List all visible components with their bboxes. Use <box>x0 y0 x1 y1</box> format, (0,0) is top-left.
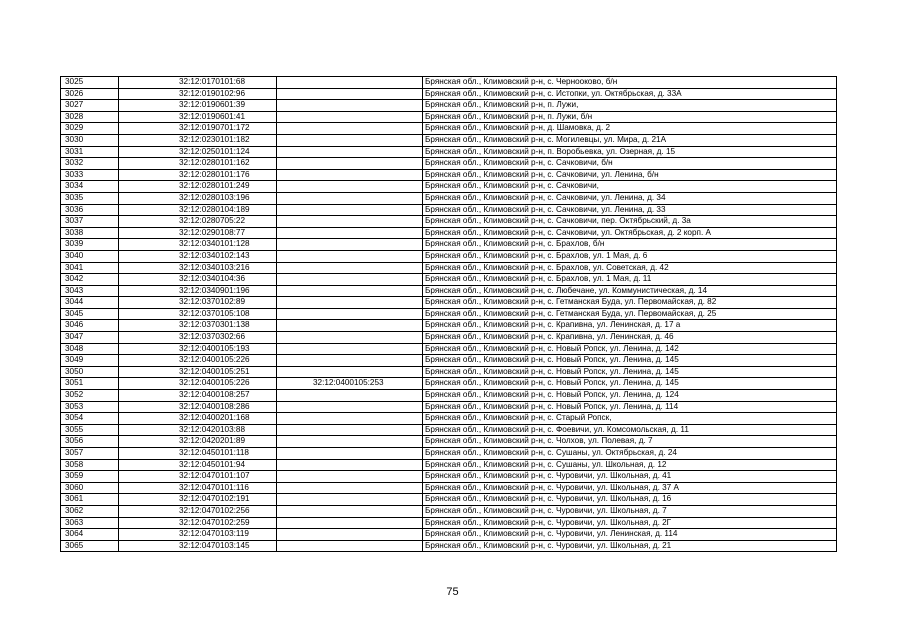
table-row <box>61 297 837 309</box>
address-cell: Брянская обл., Климовский р-н, с. Сачковичи, ул. Ленина, б/н <box>423 169 837 181</box>
row-number-cell: 3036 <box>61 204 119 216</box>
linked-cadastral-number-cell <box>277 146 423 158</box>
address-cell: Брянская обл., Климовский р-н, с. Сачковичи, пер. Октябрьский, д. 3а <box>423 216 837 228</box>
address-cell: Брянская обл., Климовский р-н, с. Новый Ропск, ул. Ленина, д. 145 <box>423 355 837 367</box>
address-cell: Брянская обл., Климовский р-н, с. Сачковичи, <box>423 181 837 193</box>
linked-cadastral-number-cell <box>277 262 423 274</box>
row-number-cell: 3031 <box>61 146 119 158</box>
linked-cadastral-number-cell <box>277 540 423 552</box>
table-row <box>61 436 837 448</box>
row-number-cell: 3042 <box>61 274 119 286</box>
cadastral-number-cell: 32:12:0470102:191 <box>119 494 277 506</box>
table-row <box>61 239 837 251</box>
table-row <box>61 88 837 100</box>
row-number-cell: 3061 <box>61 494 119 506</box>
row-number-cell: 3055 <box>61 424 119 436</box>
linked-cadastral-number-cell: 32:12:0400105:253 <box>277 378 423 390</box>
table-row <box>61 355 837 367</box>
cadastral-number-cell: 32:12:0450101:94 <box>119 459 277 471</box>
cadastral-number-cell: 32:12:0400105:226 <box>119 355 277 367</box>
cadastral-number-cell: 32:12:0470101:116 <box>119 482 277 494</box>
row-number-cell: 3052 <box>61 390 119 402</box>
row-number-cell: 3034 <box>61 181 119 193</box>
cadastral-number-cell: 32:12:0420201:89 <box>119 436 277 448</box>
row-number-cell: 3029 <box>61 123 119 135</box>
linked-cadastral-number-cell <box>277 77 423 89</box>
address-cell: Брянская обл., Климовский р-н, с. Сачковичи, б/н <box>423 158 837 170</box>
cadastral-number-cell: 32:12:0370302:66 <box>119 332 277 344</box>
property-table <box>60 76 837 552</box>
cadastral-number-cell: 32:12:0340103:216 <box>119 262 277 274</box>
table-row <box>61 390 837 402</box>
address-cell: Брянская обл., Климовский р-н, с. Новый Ропск, ул. Ленина, д. 124 <box>423 390 837 402</box>
page-number: 75 <box>446 586 459 598</box>
cadastral-number-cell: 32:12:0170101:68 <box>119 77 277 89</box>
row-number-cell: 3037 <box>61 216 119 228</box>
row-number-cell: 3025 <box>61 77 119 89</box>
cadastral-number-cell: 32:12:0400105:251 <box>119 366 277 378</box>
cadastral-number-cell: 32:12:0190601:41 <box>119 111 277 123</box>
row-number-cell: 3058 <box>61 459 119 471</box>
linked-cadastral-number-cell <box>277 448 423 460</box>
linked-cadastral-number-cell <box>277 482 423 494</box>
row-number-cell: 3050 <box>61 366 119 378</box>
table-row <box>61 320 837 332</box>
table-row <box>61 378 837 390</box>
address-cell: Брянская обл., Климовский р-н, с. Чуровичи, ул. Школьная, д. 7 <box>423 505 837 517</box>
table-row <box>61 181 837 193</box>
table-row <box>61 158 837 170</box>
table-row <box>61 517 837 529</box>
linked-cadastral-number-cell <box>277 366 423 378</box>
cadastral-number-cell: 32:12:0400201:168 <box>119 413 277 425</box>
table-row <box>61 505 837 517</box>
address-cell: Брянская обл., Климовский р-н, с. Брахлов, ул. 1 Мая, д. 6 <box>423 250 837 262</box>
cadastral-number-cell: 32:12:0470102:259 <box>119 517 277 529</box>
address-cell: Брянская обл., Климовский р-н, с. Чуровичи, ул. Школьная, д. 2Г <box>423 517 837 529</box>
linked-cadastral-number-cell <box>277 297 423 309</box>
linked-cadastral-number-cell <box>277 471 423 483</box>
cadastral-number-cell: 32:12:0400108:257 <box>119 390 277 402</box>
table-row <box>61 332 837 344</box>
row-number-cell: 3044 <box>61 297 119 309</box>
table-row <box>61 123 837 135</box>
linked-cadastral-number-cell <box>277 424 423 436</box>
table-row <box>61 274 837 286</box>
cadastral-number-cell: 32:12:0340901:196 <box>119 285 277 297</box>
row-number-cell: 3053 <box>61 401 119 413</box>
row-number-cell: 3026 <box>61 88 119 100</box>
cadastral-number-cell: 32:12:0470102:256 <box>119 505 277 517</box>
address-cell: Брянская обл., Климовский р-н, с. Сачковичи, ул. Октябрьская, д. 2 корп. А <box>423 227 837 239</box>
cadastral-number-cell: 32:12:0280101:249 <box>119 181 277 193</box>
table-row <box>61 424 837 436</box>
address-cell: Брянская обл., Климовский р-н, с. Любечане, ул. Коммунистическая, д. 14 <box>423 285 837 297</box>
address-cell: Брянская обл., Климовский р-н, с. Новый Ропск, ул. Ленина, д. 114 <box>423 401 837 413</box>
row-number-cell: 3047 <box>61 332 119 344</box>
linked-cadastral-number-cell <box>277 274 423 286</box>
address-cell: Брянская обл., Климовский р-н, с. Крапивна, ул. Ленинская, д. 17 а <box>423 320 837 332</box>
address-cell: Брянская обл., Климовский р-н, с. Чуровичи, ул. Школьная, д. 37 А <box>423 482 837 494</box>
row-number-cell: 3057 <box>61 448 119 460</box>
table-row <box>61 100 837 112</box>
cadastral-number-cell: 32:12:0290108:77 <box>119 227 277 239</box>
cadastral-number-cell: 32:12:0250101:124 <box>119 146 277 158</box>
table-row <box>61 250 837 262</box>
linked-cadastral-number-cell <box>277 250 423 262</box>
cadastral-number-cell: 32:12:0370105:108 <box>119 308 277 320</box>
address-cell: Брянская обл., Климовский р-н, с. Чуровичи, ул. Ленинская, д. 114 <box>423 529 837 541</box>
linked-cadastral-number-cell <box>277 517 423 529</box>
linked-cadastral-number-cell <box>277 413 423 425</box>
linked-cadastral-number-cell <box>277 285 423 297</box>
cadastral-number-cell: 32:12:0470101:107 <box>119 471 277 483</box>
address-cell: Брянская обл., Климовский р-н, с. Гетманская Буда, ул. Первомайская, д. 82 <box>423 297 837 309</box>
cadastral-number-cell: 32:12:0420103:88 <box>119 424 277 436</box>
row-number-cell: 3054 <box>61 413 119 425</box>
linked-cadastral-number-cell <box>277 181 423 193</box>
row-number-cell: 3065 <box>61 540 119 552</box>
cadastral-number-cell: 32:12:0450101:118 <box>119 448 277 460</box>
cadastral-number-cell: 32:12:0400108:286 <box>119 401 277 413</box>
linked-cadastral-number-cell <box>277 459 423 471</box>
linked-cadastral-number-cell <box>277 308 423 320</box>
address-cell: Брянская обл., Климовский р-н, с. Чуровичи, ул. Школьная, д. 21 <box>423 540 837 552</box>
table-row <box>61 343 837 355</box>
address-cell: Брянская обл., Климовский р-н, с. Новый Ропск, ул. Ленина, д. 142 <box>423 343 837 355</box>
linked-cadastral-number-cell <box>277 390 423 402</box>
address-cell: Брянская обл., Климовский р-н, с. Чуровичи, ул. Школьная, д. 16 <box>423 494 837 506</box>
linked-cadastral-number-cell <box>277 529 423 541</box>
linked-cadastral-number-cell <box>277 204 423 216</box>
cadastral-number-cell: 32:12:0400105:193 <box>119 343 277 355</box>
row-number-cell: 3045 <box>61 308 119 320</box>
row-number-cell: 3040 <box>61 250 119 262</box>
cadastral-number-cell: 32:12:0370102:89 <box>119 297 277 309</box>
row-number-cell: 3056 <box>61 436 119 448</box>
cadastral-number-cell: 32:12:0190701:172 <box>119 123 277 135</box>
table-row <box>61 540 837 552</box>
table-row <box>61 413 837 425</box>
address-cell: Брянская обл., Климовский р-н, п. Лужи, б/н <box>423 111 837 123</box>
table-row <box>61 262 837 274</box>
row-number-cell: 3033 <box>61 169 119 181</box>
address-cell: Брянская обл., Климовский р-н, с. Брахлов, б/н <box>423 239 837 251</box>
cadastral-number-cell: 32:12:0370301:138 <box>119 320 277 332</box>
address-cell: Брянская обл., Климовский р-н, п. Воробьевка, ул. Озерная, д. 15 <box>423 146 837 158</box>
row-number-cell: 3059 <box>61 471 119 483</box>
linked-cadastral-number-cell <box>277 320 423 332</box>
cadastral-number-cell: 32:12:0340101:128 <box>119 239 277 251</box>
table-row <box>61 111 837 123</box>
table-row <box>61 529 837 541</box>
table-row <box>61 204 837 216</box>
address-cell: Брянская обл., Климовский р-н, с. Гетманская Буда, ул. Первомайская, д. 25 <box>423 308 837 320</box>
table-row <box>61 285 837 297</box>
linked-cadastral-number-cell <box>277 134 423 146</box>
row-number-cell: 3048 <box>61 343 119 355</box>
table-row <box>61 401 837 413</box>
address-cell: Брянская обл., Климовский р-н, с. Новый Ропск, ул. Ленина, д. 145 <box>423 378 837 390</box>
row-number-cell: 3063 <box>61 517 119 529</box>
cadastral-number-cell: 32:12:0280705:22 <box>119 216 277 228</box>
table-row <box>61 169 837 181</box>
address-cell: Брянская обл., Климовский р-н, с. Брахлов, ул. 1 Мая, д. 11 <box>423 274 837 286</box>
cadastral-number-cell: 32:12:0280103:196 <box>119 192 277 204</box>
linked-cadastral-number-cell <box>277 494 423 506</box>
address-cell: Брянская обл., Климовский р-н, с. Черноокoво, б/н <box>423 77 837 89</box>
table-row <box>61 146 837 158</box>
row-number-cell: 3064 <box>61 529 119 541</box>
cadastral-number-cell: 32:12:0470103:119 <box>119 529 277 541</box>
address-cell: Брянская обл., Климовский р-н, с. Брахлов, ул. Советская, д. 42 <box>423 262 837 274</box>
linked-cadastral-number-cell <box>277 239 423 251</box>
address-cell: Брянская обл., Климовский р-н, п. Лужи, <box>423 100 837 112</box>
address-cell: Брянская обл., Климовский р-н, с. Сачковичи, ул. Ленина, д. 33 <box>423 204 837 216</box>
linked-cadastral-number-cell <box>277 169 423 181</box>
cadastral-number-cell: 32:12:0400105:226 <box>119 378 277 390</box>
row-number-cell: 3035 <box>61 192 119 204</box>
cadastral-number-cell: 32:12:0280104:189 <box>119 204 277 216</box>
address-cell: Брянская обл., Климовский р-н, д. Шамовка, д. 2 <box>423 123 837 135</box>
linked-cadastral-number-cell <box>277 401 423 413</box>
address-cell: Брянская обл., Климовский р-н, с. Сушаны, ул. Октябрьская, д. 24 <box>423 448 837 460</box>
linked-cadastral-number-cell <box>277 332 423 344</box>
row-number-cell: 3027 <box>61 100 119 112</box>
row-number-cell: 3028 <box>61 111 119 123</box>
row-number-cell: 3032 <box>61 158 119 170</box>
property-table-body <box>61 77 837 552</box>
cadastral-number-cell: 32:12:0190102:96 <box>119 88 277 100</box>
row-number-cell: 3060 <box>61 482 119 494</box>
table-row <box>61 134 837 146</box>
row-number-cell: 3062 <box>61 505 119 517</box>
address-cell: Брянская обл., Климовский р-н, с. Сушаны, ул. Школьная, д. 12 <box>423 459 837 471</box>
address-cell: Брянская обл., Климовский р-н, с. Чуровичи, ул. Школьная, д. 41 <box>423 471 837 483</box>
row-number-cell: 3030 <box>61 134 119 146</box>
linked-cadastral-number-cell <box>277 100 423 112</box>
linked-cadastral-number-cell <box>277 505 423 517</box>
linked-cadastral-number-cell <box>277 123 423 135</box>
linked-cadastral-number-cell <box>277 436 423 448</box>
cadastral-number-cell: 32:12:0470103:145 <box>119 540 277 552</box>
linked-cadastral-number-cell <box>277 343 423 355</box>
address-cell: Брянская обл., Климовский р-н, с. Крапивна, ул. Ленинская, д. 46 <box>423 332 837 344</box>
table-row <box>61 227 837 239</box>
cadastral-number-cell: 32:12:0190601:39 <box>119 100 277 112</box>
cadastral-number-cell: 32:12:0280101:162 <box>119 158 277 170</box>
linked-cadastral-number-cell <box>277 192 423 204</box>
address-cell: Брянская обл., Климовский р-н, с. Могилевцы, ул. Мира, д. 21А <box>423 134 837 146</box>
linked-cadastral-number-cell <box>277 158 423 170</box>
address-cell: Брянская обл., Климовский р-н, с. Сачковичи, ул. Ленина, д. 34 <box>423 192 837 204</box>
linked-cadastral-number-cell <box>277 88 423 100</box>
linked-cadastral-number-cell <box>277 355 423 367</box>
row-number-cell: 3049 <box>61 355 119 367</box>
cadastral-number-cell: 32:12:0280101:176 <box>119 169 277 181</box>
linked-cadastral-number-cell <box>277 111 423 123</box>
table-row <box>61 494 837 506</box>
address-cell: Брянская обл., Климовский р-н, с. Новый Ропск, ул. Ленина, д. 145 <box>423 366 837 378</box>
table-row <box>61 366 837 378</box>
table-row <box>61 216 837 228</box>
row-number-cell: 3039 <box>61 239 119 251</box>
row-number-cell: 3043 <box>61 285 119 297</box>
linked-cadastral-number-cell <box>277 216 423 228</box>
address-cell: Брянская обл., Климовский р-н, с. Истопки, ул. Октябрьская, д. 33А <box>423 88 837 100</box>
table-row <box>61 459 837 471</box>
linked-cadastral-number-cell <box>277 227 423 239</box>
table-row <box>61 471 837 483</box>
row-number-cell: 3051 <box>61 378 119 390</box>
row-number-cell: 3038 <box>61 227 119 239</box>
table-row <box>61 448 837 460</box>
address-cell: Брянская обл., Климовский р-н, с. Фоевичи, ул. Комсомольская, д. 11 <box>423 424 837 436</box>
cadastral-number-cell: 32:12:0340104:36 <box>119 274 277 286</box>
row-number-cell: 3046 <box>61 320 119 332</box>
table-row <box>61 482 837 494</box>
table-row <box>61 308 837 320</box>
table-row <box>61 77 837 89</box>
row-number-cell: 3041 <box>61 262 119 274</box>
cadastral-number-cell: 32:12:0230101:182 <box>119 134 277 146</box>
cadastral-number-cell: 32:12:0340102:143 <box>119 250 277 262</box>
address-cell: Брянская обл., Климовский р-н, с. Чолхов, ул. Полевая, д. 7 <box>423 436 837 448</box>
address-cell: Брянская обл., Климовский р-н, с. Старый Ропск, <box>423 413 837 425</box>
table-row <box>61 192 837 204</box>
